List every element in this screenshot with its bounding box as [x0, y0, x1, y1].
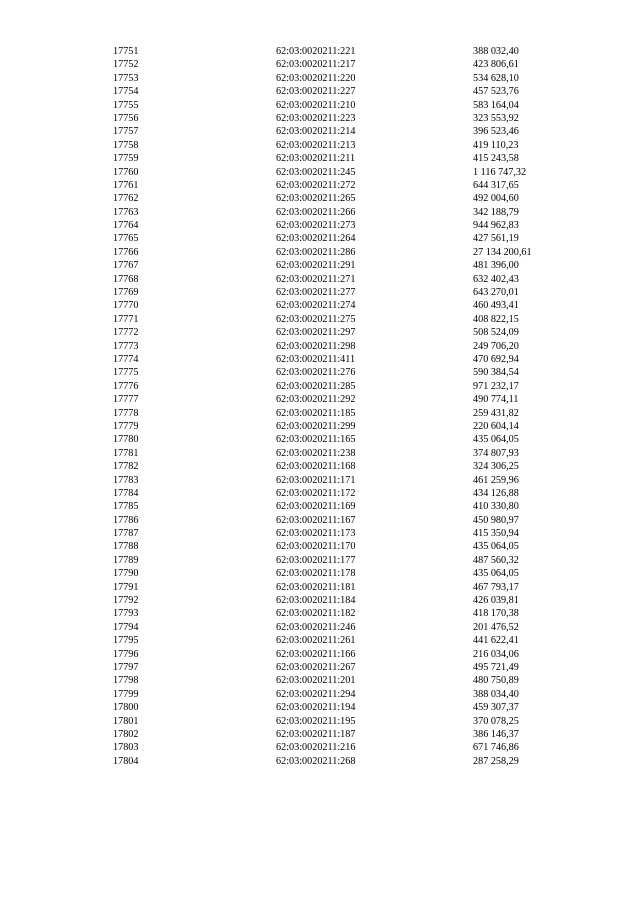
cadastral-value-cell: 1 116 747,32	[473, 166, 527, 178]
cadastral-number-cell: 62:03:0020211:274	[276, 300, 356, 312]
cadastral-value-cell: 249 706,20	[473, 340, 519, 352]
table-row	[0, 420, 640, 433]
cadastral-number-cell: 62:03:0020211:298	[276, 340, 356, 352]
cadastral-number-cell: 62:03:0020211:276	[276, 367, 356, 379]
row-number-cell: 17769	[113, 287, 139, 299]
row-number-cell: 17754	[113, 86, 139, 98]
cadastral-number-cell: 62:03:0020211:245	[276, 166, 356, 178]
cadastral-value-cell: 201 476,52	[473, 621, 519, 633]
cadastral-value-cell: 410 330,80	[473, 501, 519, 513]
row-number-cell: 17782	[113, 461, 139, 473]
table-row	[0, 460, 640, 473]
table-row	[0, 112, 640, 125]
table-row	[0, 715, 640, 728]
cadastral-number-cell: 62:03:0020211:181	[276, 581, 356, 593]
cadastral-number-cell: 62:03:0020211:227	[276, 86, 356, 98]
cadastral-number-cell: 62:03:0020211:182	[276, 608, 356, 620]
cadastral-number-cell: 62:03:0020211:165	[276, 434, 356, 446]
row-number-cell: 17800	[113, 702, 139, 714]
cadastral-value-cell: 487 560,32	[473, 554, 519, 566]
row-number-cell: 17801	[113, 715, 139, 727]
cadastral-value-cell: 459 307,37	[473, 702, 519, 714]
row-number-cell: 17766	[113, 246, 139, 258]
cadastral-number-cell: 62:03:0020211:272	[276, 179, 356, 191]
cadastral-number-cell: 62:03:0020211:185	[276, 407, 356, 419]
row-number-cell: 17751	[113, 46, 139, 57]
cadastral-number-cell: 62:03:0020211:286	[276, 246, 356, 258]
cadastral-number-cell: 62:03:0020211:211	[276, 153, 356, 165]
cadastral-number-cell: 62:03:0020211:266	[276, 206, 356, 218]
row-number-cell: 17802	[113, 728, 139, 740]
cadastral-value-cell: 27 134 200,61	[473, 246, 532, 258]
table-row	[0, 407, 640, 420]
table-row	[0, 701, 640, 714]
table-row	[0, 85, 640, 98]
table-row	[0, 366, 640, 379]
table-row	[0, 232, 640, 245]
row-number-cell: 17804	[113, 755, 139, 767]
cadastral-number-cell: 62:03:0020211:217	[276, 59, 356, 71]
row-number-cell: 17788	[113, 541, 139, 553]
table-row	[0, 58, 640, 71]
table-row	[0, 99, 640, 112]
cadastral-value-cell: 386 146,37	[473, 728, 519, 740]
cadastral-number-cell: 62:03:0020211:195	[276, 715, 356, 727]
table-row	[0, 741, 640, 754]
cadastral-value-cell: 470 692,94	[473, 353, 519, 365]
table-row	[0, 179, 640, 192]
cadastral-value-cell: 259 431,82	[473, 407, 519, 419]
row-number-cell: 17789	[113, 554, 139, 566]
row-number-cell: 17758	[113, 139, 139, 151]
cadastral-number-cell: 62:03:0020211:184	[276, 595, 356, 607]
cadastral-value-cell: 419 110,23	[473, 139, 519, 151]
table-row	[0, 621, 640, 634]
cadastral-value-cell: 450 980,97	[473, 514, 519, 526]
table-row	[0, 567, 640, 580]
cadastral-value-cell: 671 746,86	[473, 742, 519, 754]
cadastral-value-table	[0, 45, 640, 768]
table-row	[0, 299, 640, 312]
table-row	[0, 474, 640, 487]
row-number-cell: 17783	[113, 474, 139, 486]
cadastral-value-cell: 590 384,54	[473, 367, 519, 379]
cadastral-value-cell: 418 170,38	[473, 608, 519, 620]
cadastral-value-cell: 460 493,41	[473, 300, 519, 312]
table-row	[0, 380, 640, 393]
row-number-cell: 17759	[113, 153, 139, 165]
table-row	[0, 607, 640, 620]
cadastral-number-cell: 62:03:0020211:214	[276, 126, 356, 138]
cadastral-value-cell: 323 553,92	[473, 112, 519, 124]
table-row	[0, 206, 640, 219]
row-number-cell: 17787	[113, 528, 139, 540]
row-number-cell: 17785	[113, 501, 139, 513]
cadastral-value-cell: 441 622,41	[473, 635, 519, 647]
table-row	[0, 273, 640, 286]
cadastral-value-cell: 461 259,96	[473, 474, 519, 486]
cadastral-number-cell: 62:03:0020211:267	[276, 661, 356, 673]
row-number-cell: 17775	[113, 367, 139, 379]
row-number-cell: 17761	[113, 179, 139, 191]
cadastral-value-cell: 492 004,60	[473, 193, 519, 205]
cadastral-number-cell: 62:03:0020211:187	[276, 728, 356, 740]
cadastral-number-cell: 62:03:0020211:171	[276, 474, 356, 486]
cadastral-value-cell: 216 034,06	[473, 648, 519, 660]
cadastral-value-cell: 324 306,25	[473, 461, 519, 473]
row-number-cell: 17786	[113, 514, 139, 526]
table-row	[0, 514, 640, 527]
row-number-cell: 17757	[113, 126, 139, 138]
row-number-cell: 17762	[113, 193, 139, 205]
table-row	[0, 674, 640, 687]
cadastral-number-cell: 62:03:0020211:221	[276, 46, 356, 57]
cadastral-number-cell: 62:03:0020211:170	[276, 541, 356, 553]
cadastral-number-cell: 62:03:0020211:194	[276, 702, 356, 714]
row-number-cell: 17764	[113, 220, 139, 232]
cadastral-number-cell: 62:03:0020211:173	[276, 528, 356, 540]
cadastral-number-cell: 62:03:0020211:223	[276, 112, 356, 124]
table-row	[0, 219, 640, 232]
row-number-cell: 17797	[113, 661, 139, 673]
table-row	[0, 166, 640, 179]
table-row	[0, 192, 640, 205]
cadastral-number-cell: 62:03:0020211:201	[276, 675, 356, 687]
cadastral-number-cell: 62:03:0020211:285	[276, 380, 356, 392]
cadastral-number-cell: 62:03:0020211:238	[276, 447, 356, 459]
row-number-cell: 17767	[113, 260, 139, 272]
cadastral-value-cell: 632 402,43	[473, 273, 519, 285]
table-row	[0, 313, 640, 326]
table-row	[0, 246, 640, 259]
row-number-cell: 17779	[113, 420, 139, 432]
table-row	[0, 755, 640, 768]
cadastral-value-cell: 415 350,94	[473, 528, 519, 540]
row-number-cell: 17776	[113, 380, 139, 392]
table-row	[0, 45, 640, 58]
cadastral-number-cell: 62:03:0020211:216	[276, 742, 356, 754]
table-row	[0, 500, 640, 513]
cadastral-number-cell: 62:03:0020211:167	[276, 514, 356, 526]
cadastral-value-cell: 287 258,29	[473, 755, 519, 767]
cadastral-number-cell: 62:03:0020211:210	[276, 99, 356, 111]
cadastral-value-cell: 583 164,04	[473, 99, 519, 111]
table-row	[0, 326, 640, 339]
table-row	[0, 259, 640, 272]
cadastral-value-cell: 644 317,65	[473, 179, 519, 191]
cadastral-value-cell: 435 064,05	[473, 541, 519, 553]
cadastral-number-cell: 62:03:0020211:246	[276, 621, 356, 633]
cadastral-value-cell: 971 232,17	[473, 380, 519, 392]
cadastral-number-cell: 62:03:0020211:264	[276, 233, 356, 245]
row-number-cell: 17780	[113, 434, 139, 446]
cadastral-number-cell: 62:03:0020211:177	[276, 554, 356, 566]
row-number-cell: 17771	[113, 313, 139, 325]
table-row	[0, 688, 640, 701]
row-number-cell: 17774	[113, 353, 139, 365]
cadastral-value-cell: 426 039,81	[473, 595, 519, 607]
cadastral-value-cell: 388 032,40	[473, 46, 519, 57]
table-row	[0, 527, 640, 540]
table-row	[0, 125, 640, 138]
cadastral-number-cell: 62:03:0020211:275	[276, 313, 356, 325]
cadastral-value-cell: 490 774,11	[473, 394, 519, 406]
row-number-cell: 17799	[113, 688, 139, 700]
cadastral-number-cell: 62:03:0020211:277	[276, 287, 356, 299]
table-row	[0, 634, 640, 647]
cadastral-value-cell: 481 396,00	[473, 260, 519, 272]
cadastral-number-cell: 62:03:0020211:178	[276, 568, 356, 580]
cadastral-number-cell: 62:03:0020211:213	[276, 139, 356, 151]
cadastral-value-cell: 457 523,76	[473, 86, 519, 98]
cadastral-number-cell: 62:03:0020211:292	[276, 394, 356, 406]
cadastral-number-cell: 62:03:0020211:294	[276, 688, 356, 700]
row-number-cell: 17770	[113, 300, 139, 312]
cadastral-value-cell: 370 078,25	[473, 715, 519, 727]
cadastral-number-cell: 62:03:0020211:172	[276, 487, 356, 499]
cadastral-number-cell: 62:03:0020211:265	[276, 193, 356, 205]
row-number-cell: 17763	[113, 206, 139, 218]
cadastral-value-cell: 495 721,49	[473, 661, 519, 673]
cadastral-value-cell: 435 064,05	[473, 568, 519, 580]
row-number-cell: 17753	[113, 72, 139, 84]
cadastral-number-cell: 62:03:0020211:411	[276, 353, 356, 365]
row-number-cell: 17777	[113, 394, 139, 406]
row-number-cell: 17752	[113, 59, 139, 71]
table-row	[0, 139, 640, 152]
row-number-cell: 17795	[113, 635, 139, 647]
row-number-cell: 17803	[113, 742, 139, 754]
cadastral-number-cell: 62:03:0020211:268	[276, 755, 356, 767]
cadastral-value-cell: 434 126,88	[473, 487, 519, 499]
table-row	[0, 487, 640, 500]
table-row	[0, 554, 640, 567]
row-number-cell: 17756	[113, 112, 139, 124]
table-row	[0, 447, 640, 460]
row-number-cell: 17793	[113, 608, 139, 620]
cadastral-number-cell: 62:03:0020211:297	[276, 327, 356, 339]
table-row	[0, 648, 640, 661]
cadastral-value-cell: 220 604,14	[473, 420, 519, 432]
cadastral-value-cell: 480 750,89	[473, 675, 519, 687]
row-number-cell: 17790	[113, 568, 139, 580]
cadastral-number-cell: 62:03:0020211:273	[276, 220, 356, 232]
cadastral-value-cell: 408 822,15	[473, 313, 519, 325]
cadastral-value-cell: 396 523,46	[473, 126, 519, 138]
cadastral-value-cell: 388 034,40	[473, 688, 519, 700]
row-number-cell: 17794	[113, 621, 139, 633]
cadastral-value-cell: 435 064,05	[473, 434, 519, 446]
row-number-cell: 17755	[113, 99, 139, 111]
row-number-cell: 17768	[113, 273, 139, 285]
cadastral-number-cell: 62:03:0020211:168	[276, 461, 356, 473]
cadastral-value-cell: 534 628,10	[473, 72, 519, 84]
row-number-cell: 17773	[113, 340, 139, 352]
row-number-cell: 17798	[113, 675, 139, 687]
cadastral-number-cell: 62:03:0020211:166	[276, 648, 356, 660]
table-row	[0, 728, 640, 741]
table-row	[0, 286, 640, 299]
cadastral-value-cell: 508 524,09	[473, 327, 519, 339]
cadastral-value-cell: 427 561,19	[473, 233, 519, 245]
cadastral-value-cell: 643 270,01	[473, 287, 519, 299]
row-number-cell: 17784	[113, 487, 139, 499]
cadastral-number-cell: 62:03:0020211:220	[276, 72, 356, 84]
table-row	[0, 540, 640, 553]
cadastral-value-cell: 423 806,61	[473, 59, 519, 71]
row-number-cell: 17796	[113, 648, 139, 660]
cadastral-number-cell: 62:03:0020211:299	[276, 420, 356, 432]
cadastral-number-cell: 62:03:0020211:271	[276, 273, 356, 285]
cadastral-number-cell: 62:03:0020211:169	[276, 501, 356, 513]
table-row	[0, 353, 640, 366]
table-row	[0, 661, 640, 674]
table-row	[0, 581, 640, 594]
table-row	[0, 393, 640, 406]
cadastral-number-cell: 62:03:0020211:291	[276, 260, 356, 272]
table-row	[0, 594, 640, 607]
row-number-cell: 17760	[113, 166, 139, 178]
cadastral-value-cell: 944 962,83	[473, 220, 519, 232]
table-row	[0, 433, 640, 446]
cadastral-value-cell: 342 188,79	[473, 206, 519, 218]
row-number-cell: 17778	[113, 407, 139, 419]
cadastral-value-cell: 415 243,58	[473, 153, 519, 165]
row-number-cell: 17772	[113, 327, 139, 339]
cadastral-value-cell: 374 807,93	[473, 447, 519, 459]
table-row	[0, 72, 640, 85]
row-number-cell: 17792	[113, 595, 139, 607]
table-row	[0, 340, 640, 353]
row-number-cell: 17765	[113, 233, 139, 245]
cadastral-value-cell: 467 793,17	[473, 581, 519, 593]
cadastral-number-cell: 62:03:0020211:261	[276, 635, 356, 647]
table-row	[0, 152, 640, 165]
row-number-cell: 17781	[113, 447, 139, 459]
row-number-cell: 17791	[113, 581, 139, 593]
